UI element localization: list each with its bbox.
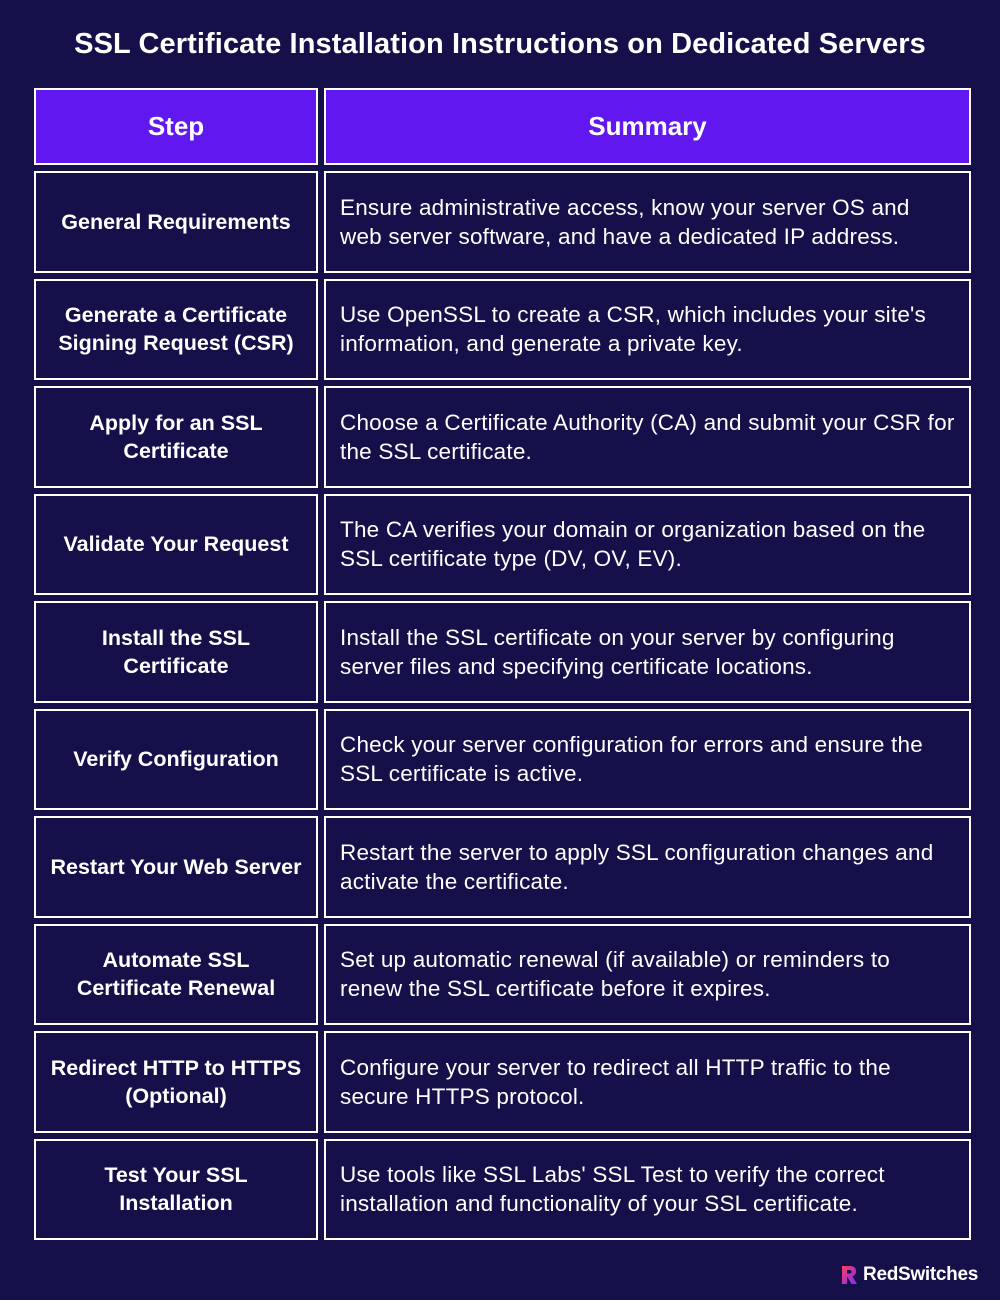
table-row (34, 494, 971, 596)
summary-text: Install the SSL certificate on your server by configuring server files and specifying certificate locations. (340, 624, 895, 679)
summary-cell (324, 924, 971, 1026)
table-row (34, 709, 971, 811)
step-label: General Requirements (61, 209, 291, 234)
step-label: Generate a Certificate Signing Request (CSR) (58, 303, 294, 356)
step-cell (34, 279, 318, 381)
table-row (34, 171, 971, 273)
step-cell (34, 924, 318, 1026)
summary-text: The CA verifies your domain or organization based on the SSL certificate type (DV, OV, EV). (340, 517, 926, 572)
summary-cell (324, 171, 971, 273)
summary-cell (324, 279, 971, 381)
step-label: Apply for an SSL Certificate (89, 410, 263, 463)
step-cell (34, 816, 318, 918)
summary-text: Restart the server to apply SSL configuration changes and activate the certificate. (340, 839, 934, 894)
step-label: Install the SSL Certificate (101, 625, 251, 678)
table-row (34, 924, 971, 1026)
summary-cell (324, 1139, 971, 1241)
step-label: Verify Configuration (73, 747, 279, 772)
step-label: Automate SSL Certificate Renewal (76, 948, 276, 1001)
table-row (34, 1139, 971, 1241)
summary-text: Choose a Certificate Authority (CA) and submit your CSR for the SSL certificate. (340, 409, 955, 464)
summary-cell (324, 494, 971, 596)
redswitches-logo (840, 1264, 978, 1286)
table-row (34, 279, 971, 381)
step-label: Restart Your Web Server (50, 854, 302, 879)
step-cell (34, 709, 318, 811)
step-cell (34, 386, 318, 488)
table-row (34, 816, 971, 918)
brand-name: RedSwitches (863, 1264, 978, 1285)
table-row (34, 1031, 971, 1133)
step-cell (34, 1031, 318, 1133)
summary-cell (324, 816, 971, 918)
summary-cell (324, 386, 971, 488)
redswitches-logo-icon (840, 1265, 858, 1285)
summary-cell (324, 1031, 971, 1133)
steps-table (34, 88, 971, 1246)
summary-cell (324, 709, 971, 811)
table-row (34, 601, 971, 703)
step-label: Redirect HTTP to HTTPS (Optional) (50, 1055, 302, 1108)
summary-text: Check your server configuration for errors and ensure the SSL certificate is active. (340, 732, 923, 787)
summary-text: Set up automatic renewal (if available) or reminders to renew the SSL certificate before it expires. (340, 947, 891, 1002)
table-row (34, 386, 971, 488)
header-summary: Summary (324, 88, 971, 165)
summary-text: Configure your server to redirect all HTTP traffic to the secure HTTPS protocol. (340, 1054, 891, 1109)
table-header-row (34, 88, 971, 165)
step-cell (34, 171, 318, 273)
page-title: SSL Certificate Installation Instructions on Dedicated Servers (74, 28, 926, 60)
step-label: Validate Your Request (63, 532, 289, 557)
summary-cell (324, 601, 971, 703)
step-cell (34, 494, 318, 596)
summary-text: Ensure administrative access, know your server OS and web server software, and have a dedicated IP address. (340, 194, 910, 249)
step-cell (34, 601, 318, 703)
summary-text: Use OpenSSL to create a CSR, which includes your site's information, and generate a private key. (340, 302, 926, 357)
summary-text: Use tools like SSL Labs' SSL Test to verify the correct installation and functionality of your SSL certificate. (340, 1162, 885, 1217)
step-label: Test Your SSL Installation (104, 1163, 248, 1216)
step-cell (34, 1139, 318, 1241)
header-step: Step (34, 88, 318, 165)
